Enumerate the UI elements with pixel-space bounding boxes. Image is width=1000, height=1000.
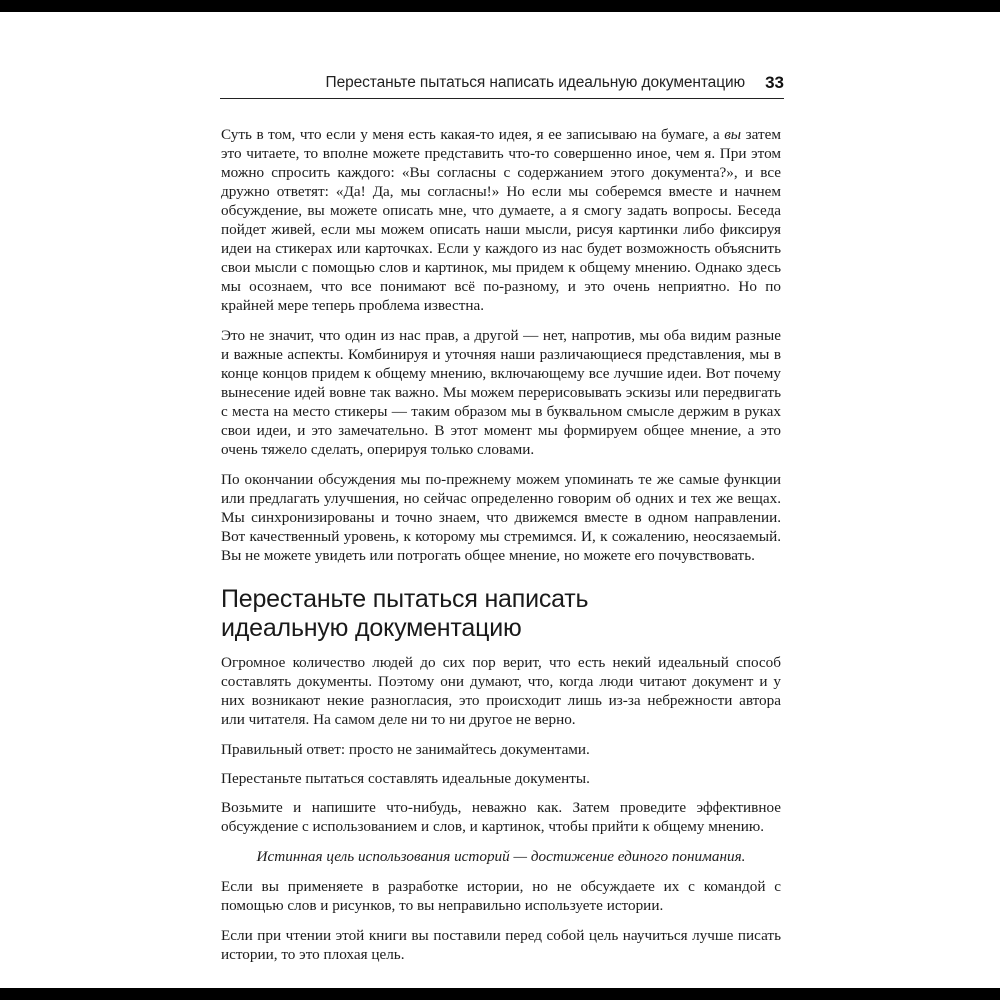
paragraph-7: Возьмите и напишите что-нибудь, неважно как. Затем проведите эффективное обсуждение с использованием и слов, и картинок, чтобы прийти к общему мнению. [221,799,781,835]
section-heading [221,585,781,643]
section-heading-line-1: Перестаньте пытаться написать [221,585,589,613]
paragraph-2: Это не значит, что один из нас прав, а другой — нет, напротив, мы оба видим разные и важные аспекты. Комбинируя и уточняя наши различающиеся представления, мы в конце концов придем к общему мнению, включающему все лучшие идеи. Вот почему вынесение идей вовне так важно. Мы можем перерисовывать эскизы или передвигать с места на место стикеры — таким образом мы в буквальном смысле держим в руках свои идеи, и это замечательно. В этот момент мы формируем общее мнение, а это очень тяжело сделать, оперируя только словами. [221,327,781,458]
paragraph-1 [221,125,781,315]
running-header-title: Перестаньте пытаться написать идеальную документацию [325,74,746,91]
paragraph-8: Если вы применяете в разработке истории, но не обсуждаете их с командой с помощью слов и рисунков, то вы неправильно используете истории. [221,878,781,914]
paragraph-9: Если при чтении этой книги вы поставили перед собой цель научиться лучше писать истории, то это плохая цель. [221,927,781,963]
paragraph-6: Перестаньте пытаться составлять идеальные документы. [221,770,590,787]
paragraph-1-rest: затем это читаете, то вполне можете представить что-то совершенно иное, чем я. При этом можно спросить каждого: «Вы согласны с содержанием этого документа?», и все дружно ответят: «Да! Да, мы согласны!» Но если мы соберемся вместе и начнем обсуждение, вы можете описать мне, что думаете, а я смогу задать вопросы. Беседа пойдет живей, если мы можем описать наши мысли, рисуя картинки либо фиксируя идеи на стикерах или карточках. Если у каждого из нас будет возможность объяснить свои мысли с помощью слов и картинок, мы придем к общему мнению. Однако здесь мы осознаем, что все понимают всё по-разному, и это очень неприятно. Но по крайней мере теперь проблема известна. [221,126,781,314]
paragraph-5: Правильный ответ: просто не занимайтесь документами. [221,741,590,758]
paragraph-4: Огромное количество людей до сих пор верит, что есть некий идеальный способ составлять документы. Поэтому они думают, что, когда люди читают документ и у них возникают некие разногласия, это происходит лишь из-за небрежности автора или читателя. На самом деле ни то ни другое не верно. [221,654,781,728]
page-number: 33 [765,73,784,92]
section-heading-line-2: идеальную документацию [221,614,522,642]
pull-quote: Истинная цель использования историй — достижение единого понимания. [256,848,746,865]
running-header [220,74,784,99]
paragraph-3: По окончании обсуждения мы по-прежнему можем упоминать те же самые функции или предлагать улучшения, но сейчас определенно говорим об одних и тех же вещах. Мы синхронизированы и точно знаем, что движемся вместе в одном направлении. Вот качественный уровень, к которому мы стремимся. И, к сожалению, неосязаемый. Вы не можете увидеть или потрогать общее мнение, но можете его почувствовать. [221,471,781,564]
page-body [221,125,781,975]
book-page [0,12,1000,988]
paragraph-1-start: Суть в том, что если у меня есть какая-то идея, я ее записываю на бумаге, а [221,126,725,143]
paragraph-1-emphasis: вы [724,126,742,143]
